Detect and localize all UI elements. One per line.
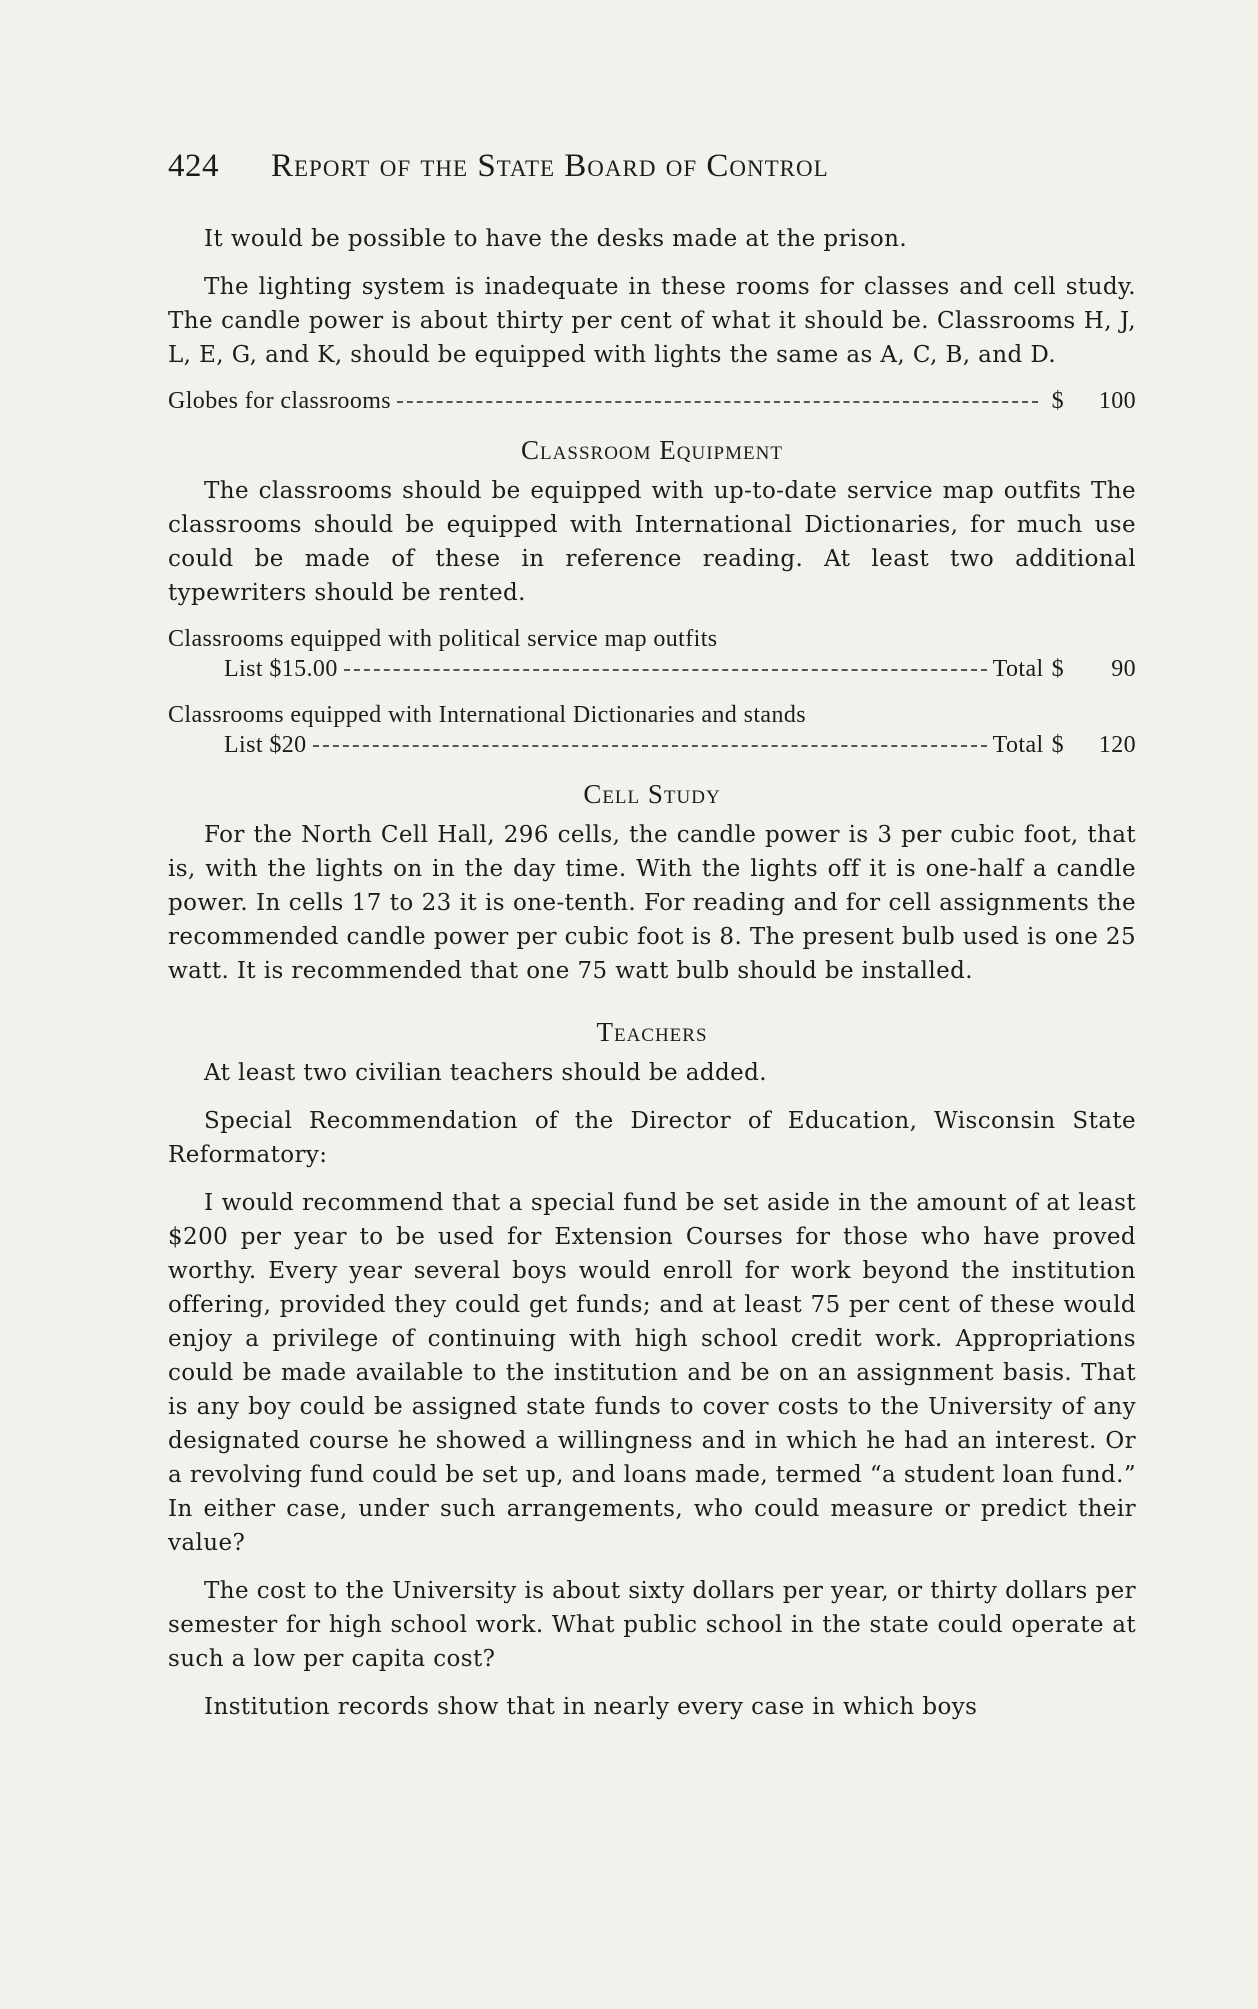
heading-classroom-equipment: Classroom Equipment	[521, 435, 783, 465]
dot-leader	[344, 669, 987, 671]
page-header	[168, 148, 1068, 185]
paragraph-cell-study: For the North Cell Hall, 296 cells, the candle power is 3 per cubic foot, that is, with the lights on in the day time. With the lights off it is one-half a candle power. In cells 17 to 23 it is one-tenth. For reading and for cell assignments the recommended candle power per cubic foot is 8. The present bulb used is one 25 watt. It is recommended that one 75 watt bulb should be installed.	[168, 822, 1136, 984]
cost-label: Classrooms equipped with International Dictionaries and stands	[168, 702, 807, 728]
cost-amount: 120	[1098, 732, 1136, 758]
cost-item-globes	[168, 386, 1136, 416]
paragraph-special-recommendation: Special Recommendation of the Director of Education, Wisconsin State Reformatory:	[168, 1108, 1136, 1168]
heading-teachers: Teachers	[596, 1017, 708, 1047]
paragraph-teachers: At least two civilian teachers should be added.	[204, 1060, 767, 1086]
cost-total-label: Total	[992, 732, 1044, 758]
paragraph-records: Institution records show that in nearly every case in which boys	[204, 1694, 978, 1720]
cost-dollar: $	[1051, 656, 1064, 682]
paragraph-cost: The cost to the University is about sixty dollars per year, or thirty dollars per semester for high school work. What public school in the state could operate at such a low per capita cost?	[168, 1578, 1136, 1672]
paragraph-equipment: The classrooms should be equipped with up-to-date service map outfits The classrooms should be equipped with International Dictionaries, for much use could be made of these in reference reading. At least two additional typewriters should be rented.	[168, 478, 1136, 606]
paragraph-lighting: The lighting system is inadequate in these rooms for classes and cell study. The candle power is about thirty per cent of what it should be. Classrooms H, J, L, E, G, and K, should be equipped with lights the same as A, C, B, and D.	[168, 274, 1136, 368]
cost-label: Classrooms equipped with political service map outfits	[168, 626, 718, 652]
dot-leader	[397, 401, 1038, 403]
cost-amount: 100	[1098, 388, 1136, 414]
cost-amount: 90	[1111, 656, 1136, 682]
paragraph-fund: I would recommend that a special fund be set aside in the amount of at least $200 per year to be used for Extension Courses for those who have proved worthy. Every year several boys would enroll for work beyond the institution offering, provided they could get funds; and at least 75 per cent of these would enjoy a privilege of continuing with high school credit work. Appropriations could be made available to the institution and be on an assignment basis. That is any boy could be assigned state funds to cover costs to the University of any designated course he showed a willingness and in which he had an interest. Or a revolving fund could be set up, and loans made, termed “a student loan fund.” In either case, under such arrangements, who could measure or predict their value?	[168, 1190, 1136, 1556]
cost-dollar: $	[1051, 732, 1064, 758]
cost-dollar: $	[1051, 388, 1064, 414]
running-title: Report of the State Board of Control	[271, 148, 829, 184]
paragraph-desks: It would be possible to have the desks made at the prison.	[204, 226, 908, 252]
cost-item-dictionaries	[168, 700, 1136, 760]
cost-sublabel: List $20	[224, 732, 307, 758]
cost-sublabel: List $15.00	[224, 656, 338, 682]
page-number: 424	[168, 148, 219, 184]
cost-total-label: Total	[992, 656, 1044, 682]
page-body	[168, 222, 1136, 1738]
cost-label: Globes for classrooms	[168, 388, 392, 414]
dot-leader	[313, 745, 987, 747]
cost-item-maps	[168, 624, 1136, 684]
heading-cell-study: Cell Study	[583, 779, 721, 809]
